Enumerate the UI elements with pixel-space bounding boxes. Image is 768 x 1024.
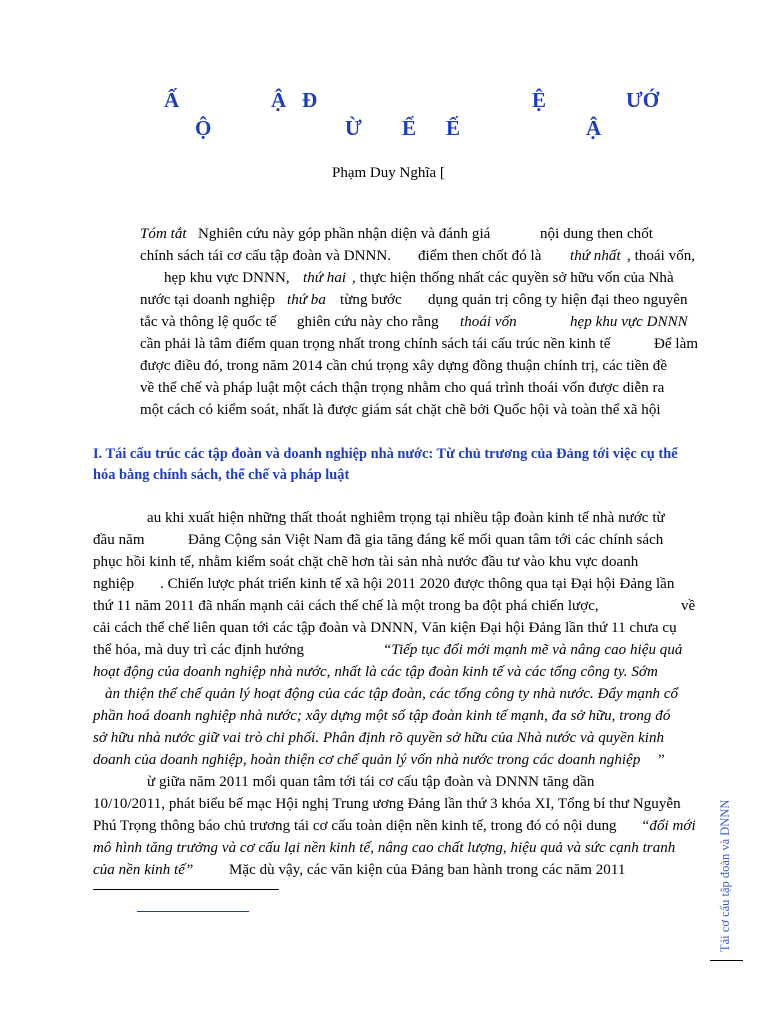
- abstract-text: dụng quản trị công ty hiện đại theo nguyên: [428, 292, 688, 308]
- title-glyph: Ấ: [164, 88, 180, 112]
- body-text: cải cách thể chế liên quan tới các tập đoàn và DNNN, Văn kiện Đại hội Đảng lần thứ 11 chưa cụ: [93, 620, 677, 636]
- body-text: thứ 11 năm 2011 đã nhấn mạnh cải cách thể chế là một trong ba đột phá chiến lược,: [93, 598, 599, 614]
- quote-text: phần hoá doanh nghiệp nhà nước; xây dựng một số tập đoàn kinh tế mạnh, đa sở hữu, trong đó: [93, 708, 671, 724]
- abstract-text: một cách có kiểm soát, nhất là được giám sát chặt chẽ bởi Quốc hội và toàn thể xã hội: [140, 402, 661, 418]
- abstract-text: được điều đó, trong năm 2014 cần chú trọng xây dựng đồng thuận chính trị, các tiền đề: [140, 358, 668, 374]
- body-text: Đảng Cộng sản Việt Nam đã gia tăng đáng kể mối quan tâm tới các chính sách: [188, 532, 664, 548]
- body-text: về: [681, 598, 696, 614]
- title-glyph: Ể: [402, 116, 417, 140]
- footnote-link-underline: [137, 911, 249, 912]
- footnote-separator: [93, 889, 279, 890]
- author-line: Phạm Duy Nghĩa [: [332, 165, 445, 181]
- abstract-text: , thoái vốn,: [627, 248, 696, 264]
- title-glyph: Ậ: [271, 88, 287, 112]
- body-text: ừ giữa năm 2011 mối quan tâm tới tái cơ cấu tập đoàn và DNNN tăng dần: [147, 774, 595, 790]
- title-glyph: Ừ: [345, 116, 362, 140]
- title-glyph: Ậ: [586, 116, 602, 140]
- body-text: . Chiến lược phát triển kinh tế xã hội 2011 2020 được thông qua tại Đại hội Đảng lần: [160, 576, 675, 592]
- abstract-text: thứ nhất: [570, 248, 621, 264]
- title-glyph: Ế: [446, 116, 461, 140]
- quote-text: àn thiện thể chế quản lý hoạt động của các tập đoàn, các tổng công ty nhà nước. Đẩy mạnh cổ: [105, 686, 679, 702]
- body-text: 10/10/2011, phát biểu bế mạc Hội nghị Trung ương Đảng lần thứ 3 khóa XI, Tổng bí thư Nguyễn: [93, 796, 681, 812]
- body-text: ”: [658, 752, 665, 768]
- quote-text: doanh của doanh nghiệp, hoàn thiện cơ chế quản lý vốn nhà nước trong các doanh nghiệp: [93, 752, 641, 768]
- sidebar-caption: Tái cơ cấu tập đoàn và DNNN: [718, 799, 732, 952]
- abstract-text: , thực hiện thống nhất các quyền sở hữu vốn của Nhà: [352, 270, 674, 286]
- abstract-text: từng bước: [340, 292, 402, 308]
- title-glyph: Đ: [302, 88, 318, 112]
- section-heading: I. Tái cấu trúc các tập đoàn và doanh nghiệp nhà nước: Từ chủ trương của Đảng tới việc cụ thể: [93, 446, 678, 462]
- abstract-text: hẹp khu vực DNNN,: [164, 270, 290, 286]
- title-glyph: Ộ: [195, 116, 212, 140]
- abstract-text: chính sách tái cơ cấu tập đoàn và DNNN.: [140, 248, 392, 264]
- quote-text: của nền kinh tế”: [93, 862, 194, 878]
- section-heading: hóa bằng chính sách, thể chế và pháp luật: [93, 467, 350, 483]
- abstract-text: nội dung then chốt: [540, 226, 653, 242]
- abstract-text: Nghiên cứu này góp phần nhận diện và đánh giá: [198, 226, 491, 242]
- abstract-text: điểm then chốt đó là: [418, 248, 542, 264]
- body-text: thể hóa, mà duy trì các định hướng: [93, 642, 305, 658]
- body-text: nghiệp: [93, 576, 135, 592]
- quote-text: mô hình tăng trưởng và cơ cấu lại nền kinh tế, nâng cao chất lượng, hiệu quả và sức cạnh tranh: [93, 840, 676, 856]
- title-glyph: Ệ: [532, 88, 547, 112]
- abstract-text: thứ hai: [303, 270, 347, 286]
- abstract-label: Tóm tắt: [140, 226, 187, 242]
- abstract-text: tắc và thông lệ quốc tế: [140, 314, 277, 330]
- body-text: Phú Trọng thông báo chủ trương tái cơ cấu toàn diện nền kinh tế, trong đó có nội dung: [93, 818, 617, 834]
- quote-text: hoạt động của doanh nghiệp nhà nước, nhất là các tập đoàn kinh tế và các tổng công ty. Sớm: [93, 664, 658, 680]
- abstract-text: thứ ba: [287, 292, 326, 308]
- body-text: au khi xuất hiện những thất thoát nghiêm trọng tại nhiều tập đoàn kinh tế nhà nước từ: [147, 510, 665, 526]
- quote-text: “đổi mới: [641, 818, 696, 834]
- body-text: phục hồi kinh tế, nhằm kiểm soát chặt chẽ hơn tài sản nhà nước đầu tư vào khu vực doanh: [93, 554, 639, 570]
- body-text: Mặc dù vậy, các văn kiện của Đảng ban hành trong các năm 2011: [229, 862, 626, 878]
- abstract-text: ghiên cứu này cho rằng: [297, 314, 439, 330]
- body-text: đầu năm: [93, 532, 145, 548]
- abstract-text: hẹp khu vực DNNN: [570, 314, 688, 330]
- quote-text: “Tiếp tục đổi mới mạnh mẽ và nâng cao hiệu quả: [383, 642, 683, 658]
- sidebar-rule: [710, 960, 743, 961]
- abstract-text: nước tại doanh nghiệp: [140, 292, 275, 308]
- abstract-text: thoái vốn: [460, 314, 517, 330]
- abstract-text: về thể chế và pháp luật một cách thận trọng nhằm cho quá trình thoái vốn được diễn ra: [140, 380, 665, 396]
- abstract-text: cần phải là tâm điểm quan trọng nhất trong chính sách tái cấu trúc nền kinh tế: [140, 336, 611, 352]
- abstract-text: Để làm: [654, 336, 699, 352]
- title-glyph: ƯỚ: [626, 88, 660, 112]
- quote-text: sở hữu nhà nước giữ vai trò chi phối. Phân định rõ quyền sở hữu của Nhà nước và quyền kinh: [93, 730, 665, 746]
